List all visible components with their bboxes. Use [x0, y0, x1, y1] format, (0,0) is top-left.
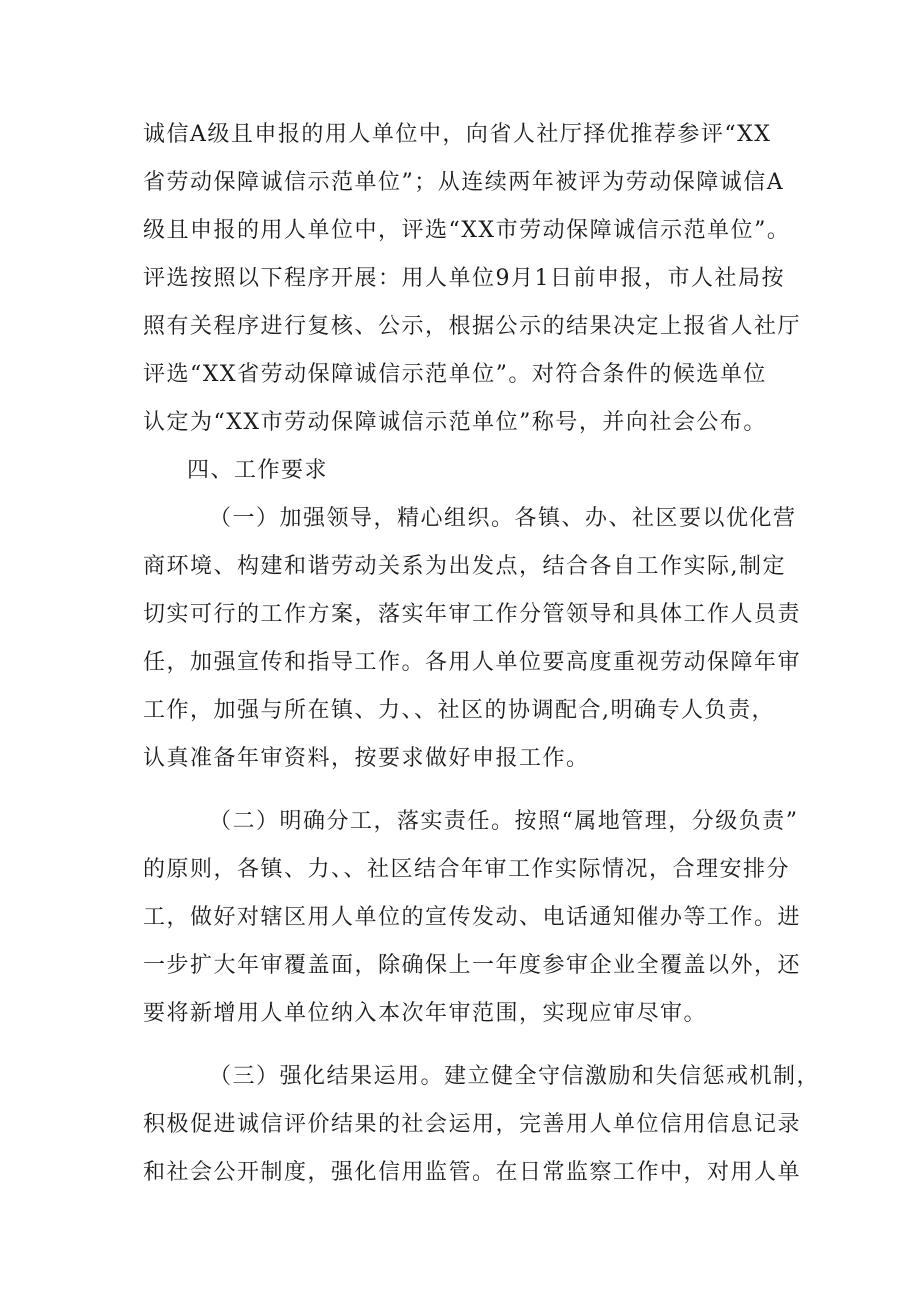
paragraph-line: （三）强化结果运用。建立健全守信激励和失信惩戒机制，: [209, 1064, 821, 1089]
body-text-line: 评选“XX省劳动保障诚信示范单位”。对符合条件的候选单位: [143, 362, 767, 387]
paragraph-line: 工，做好对辖区用人单位的宣传发动、电话通知催办等工作。进: [143, 905, 802, 930]
body-text-line: 评选按照以下程序开展：用人单位9月1日前申报，市人社局按: [143, 266, 785, 291]
body-text-line: 照有关程序进行复核、公示，根据公示的结果决定上报省人社厅: [143, 314, 802, 339]
paragraph-line: 一步扩大年审覆盖面，除确保上一年度参审企业全覆盖以外，还: [143, 953, 802, 978]
body-text-line: 省劳动保障诚信示范单位”；从连续两年被评为劳动保障诚信A: [143, 170, 785, 195]
document-body: [143, 111, 821, 1197]
body-text-line: 认定为“XX市劳动保障诚信示范单位”称号，并向社会公布。: [143, 410, 767, 435]
paragraph-line: （二）明确分工，落实责任。按照“属地管理，分级负责”: [209, 809, 799, 834]
paragraph-line: 和社会公开制度，强化信用监管。在日常监察工作中，对用人单: [143, 1160, 802, 1185]
paragraph-spacer: [143, 1038, 803, 1053]
paragraph-line: 要将新增用人单位纳入本次年审范围，实现应审尽审。: [143, 1001, 708, 1026]
paragraph-line: 商环境、构建和谐劳动关系为出发点，结合各自工作实际,制定: [143, 554, 786, 579]
paragraph-line: 的原则，各镇、力、、社区结合年审工作实际情况，合理安排分: [143, 857, 791, 882]
paragraph-line: 切实可行的工作方案，落实年审工作分管领导和具体工作人员责: [143, 602, 802, 627]
paragraph-line: 认真准备年审资料，按要求做好申报工作。: [143, 746, 590, 771]
paragraph-spacer: [143, 783, 803, 798]
section-heading: 四、工作要求: [187, 458, 329, 483]
paragraph-line: 工作，加强与所在镇、力、、社区的协调配合,明确专人负责，: [143, 698, 775, 723]
paragraph-line: （一）加强领导，精心组织。各镇、办、社区要以优化营: [209, 506, 797, 531]
body-text-line: 级且申报的用人单位中，评选“XX市劳动保障诚信示范单位”。: [143, 218, 791, 243]
paragraph-line: 积极促进诚信评价结果的社会运用，完善用人单位信用信息记录: [143, 1112, 802, 1137]
paragraph-line: 任，加强宣传和指导工作。各用人单位要高度重视劳动保障年审: [143, 650, 802, 675]
body-text-line: 诚信A级且申报的用人单位中，向省人社厅择优推荐参评“XX: [143, 122, 772, 147]
